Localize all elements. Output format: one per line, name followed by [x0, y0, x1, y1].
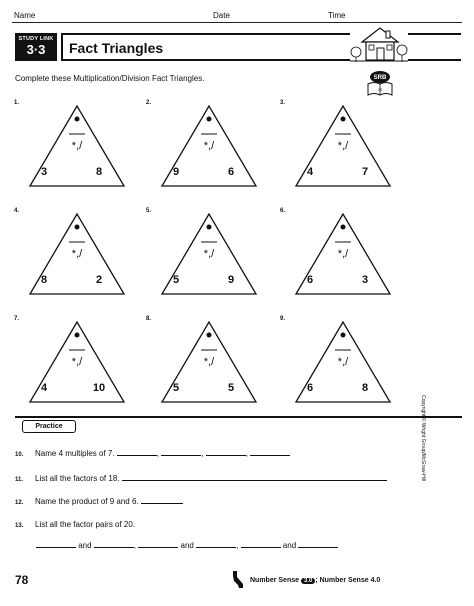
study-link-badge — [15, 33, 57, 61]
triangle-number: 3. — [280, 100, 286, 106]
practice-rule — [15, 416, 462, 418]
operator-symbols: *,/ — [71, 248, 83, 260]
study-link-number: 3·3 — [26, 42, 46, 57]
triangle-right-number: 10 — [92, 382, 106, 394]
standard-prefix: Number Sense — [250, 577, 300, 584]
triangle-number: 9. — [280, 316, 286, 322]
operator-symbols: *,/ — [337, 140, 349, 152]
triangle-right-number: 8 — [95, 166, 103, 178]
triangle-left-number: 4 — [306, 166, 314, 178]
question-number: 10. — [15, 452, 24, 458]
operator-symbols: *,/ — [71, 356, 83, 368]
answer-blank[interactable] — [117, 449, 157, 456]
copyright-text: Copyright © Wright Group/McGraw-Hill — [420, 395, 426, 482]
triangle-left-number: 3 — [40, 166, 48, 178]
question-number: 11. — [15, 477, 24, 483]
triangle-right-number: 8 — [361, 382, 369, 394]
answer-blank[interactable] — [206, 449, 246, 456]
triangle-right-number: 2 — [95, 274, 103, 286]
question-11 — [15, 474, 387, 483]
answer-blank[interactable] — [122, 474, 387, 481]
question-text: List all the factor pairs of 20. — [35, 520, 136, 529]
triangle-left-number: 5 — [172, 382, 180, 394]
srb-page: 74 — [377, 87, 383, 92]
triangle-right-number: 5 — [227, 382, 235, 394]
fact-triangle — [280, 208, 410, 298]
fact-triangle — [14, 316, 144, 406]
fact-triangle — [280, 316, 410, 406]
question-10: 10. Name 4 multiples of 7. , , , — [15, 449, 290, 458]
question-text: Name 4 multiples of 7. — [35, 449, 115, 458]
standard-suffix: ; Number Sense 4.0 — [315, 577, 381, 584]
operator-symbols: *,/ — [71, 140, 83, 152]
question-text: Name the product of 9 and 6. — [35, 497, 139, 506]
date-label: Date — [213, 11, 230, 20]
triangle-number: 2. — [146, 100, 152, 106]
study-link-label: STUDY LINK — [18, 36, 54, 42]
operator-symbols: *,/ — [203, 140, 215, 152]
answer-blank[interactable] — [141, 497, 183, 504]
time-label: Time — [328, 11, 346, 20]
question-text: List all the factors of 18. — [35, 474, 120, 483]
triangle-left-number: 4 — [40, 382, 48, 394]
triangle-number: 7. — [14, 316, 20, 322]
triangle-right-number: 3 — [361, 274, 369, 286]
question-number: 12. — [15, 500, 24, 506]
answer-blank[interactable] — [94, 541, 134, 548]
srb-book-icon — [366, 70, 394, 98]
triangle-right-number: 6 — [227, 166, 235, 178]
standard-badge: 3.0 — [301, 578, 315, 584]
california-state-icon — [232, 571, 244, 588]
name-label: Name — [14, 11, 36, 20]
triangle-left-number: 6 — [306, 274, 314, 286]
fact-triangle — [146, 208, 276, 298]
fact-triangle — [280, 100, 410, 190]
and-word: and — [78, 541, 92, 550]
page-title: Fact Triangles — [69, 40, 164, 56]
answer-blank[interactable] — [298, 541, 338, 548]
srb-label: SRB — [373, 75, 387, 81]
answer-blank[interactable] — [196, 541, 236, 548]
instructions-text: Complete these Multiplication/Division Fact Triangles. — [15, 74, 205, 83]
triangle-number: 4. — [14, 208, 20, 214]
and-word: and — [282, 541, 297, 550]
triangle-right-number: 7 — [361, 166, 369, 178]
triangle-left-number: 8 — [40, 274, 48, 286]
triangle-number: 1. — [14, 100, 20, 106]
triangle-number: 6. — [280, 208, 286, 214]
triangle-number: 5. — [146, 208, 152, 214]
question-number: 13. — [15, 523, 24, 529]
fact-triangle — [14, 100, 144, 190]
answer-blank[interactable] — [161, 449, 201, 456]
answer-blank[interactable] — [250, 449, 290, 456]
standards-footer — [250, 577, 380, 584]
answer-blank[interactable] — [36, 541, 76, 548]
answer-blank[interactable] — [138, 541, 178, 548]
triangle-number: 8. — [146, 316, 152, 322]
operator-symbols: *,/ — [337, 356, 349, 368]
and-word: and — [180, 541, 194, 550]
triangle-right-number: 9 — [227, 274, 235, 286]
answer-blank[interactable] — [241, 541, 281, 548]
fact-triangle — [146, 100, 276, 190]
triangle-left-number: 5 — [172, 274, 180, 286]
practice-tab: Practice — [22, 420, 76, 433]
triangle-left-number: 6 — [306, 382, 314, 394]
question-12 — [15, 497, 183, 506]
house-icon — [350, 22, 408, 64]
question-13 — [15, 520, 135, 529]
fact-triangle — [14, 208, 144, 298]
operator-symbols: *,/ — [203, 356, 215, 368]
operator-symbols: *,/ — [203, 248, 215, 260]
fact-triangle — [146, 316, 276, 406]
factor-pairs-row: and , and , and — [36, 541, 338, 550]
triangle-left-number: 9 — [172, 166, 180, 178]
page-number: 78 — [15, 573, 29, 587]
operator-symbols: *,/ — [337, 248, 349, 260]
